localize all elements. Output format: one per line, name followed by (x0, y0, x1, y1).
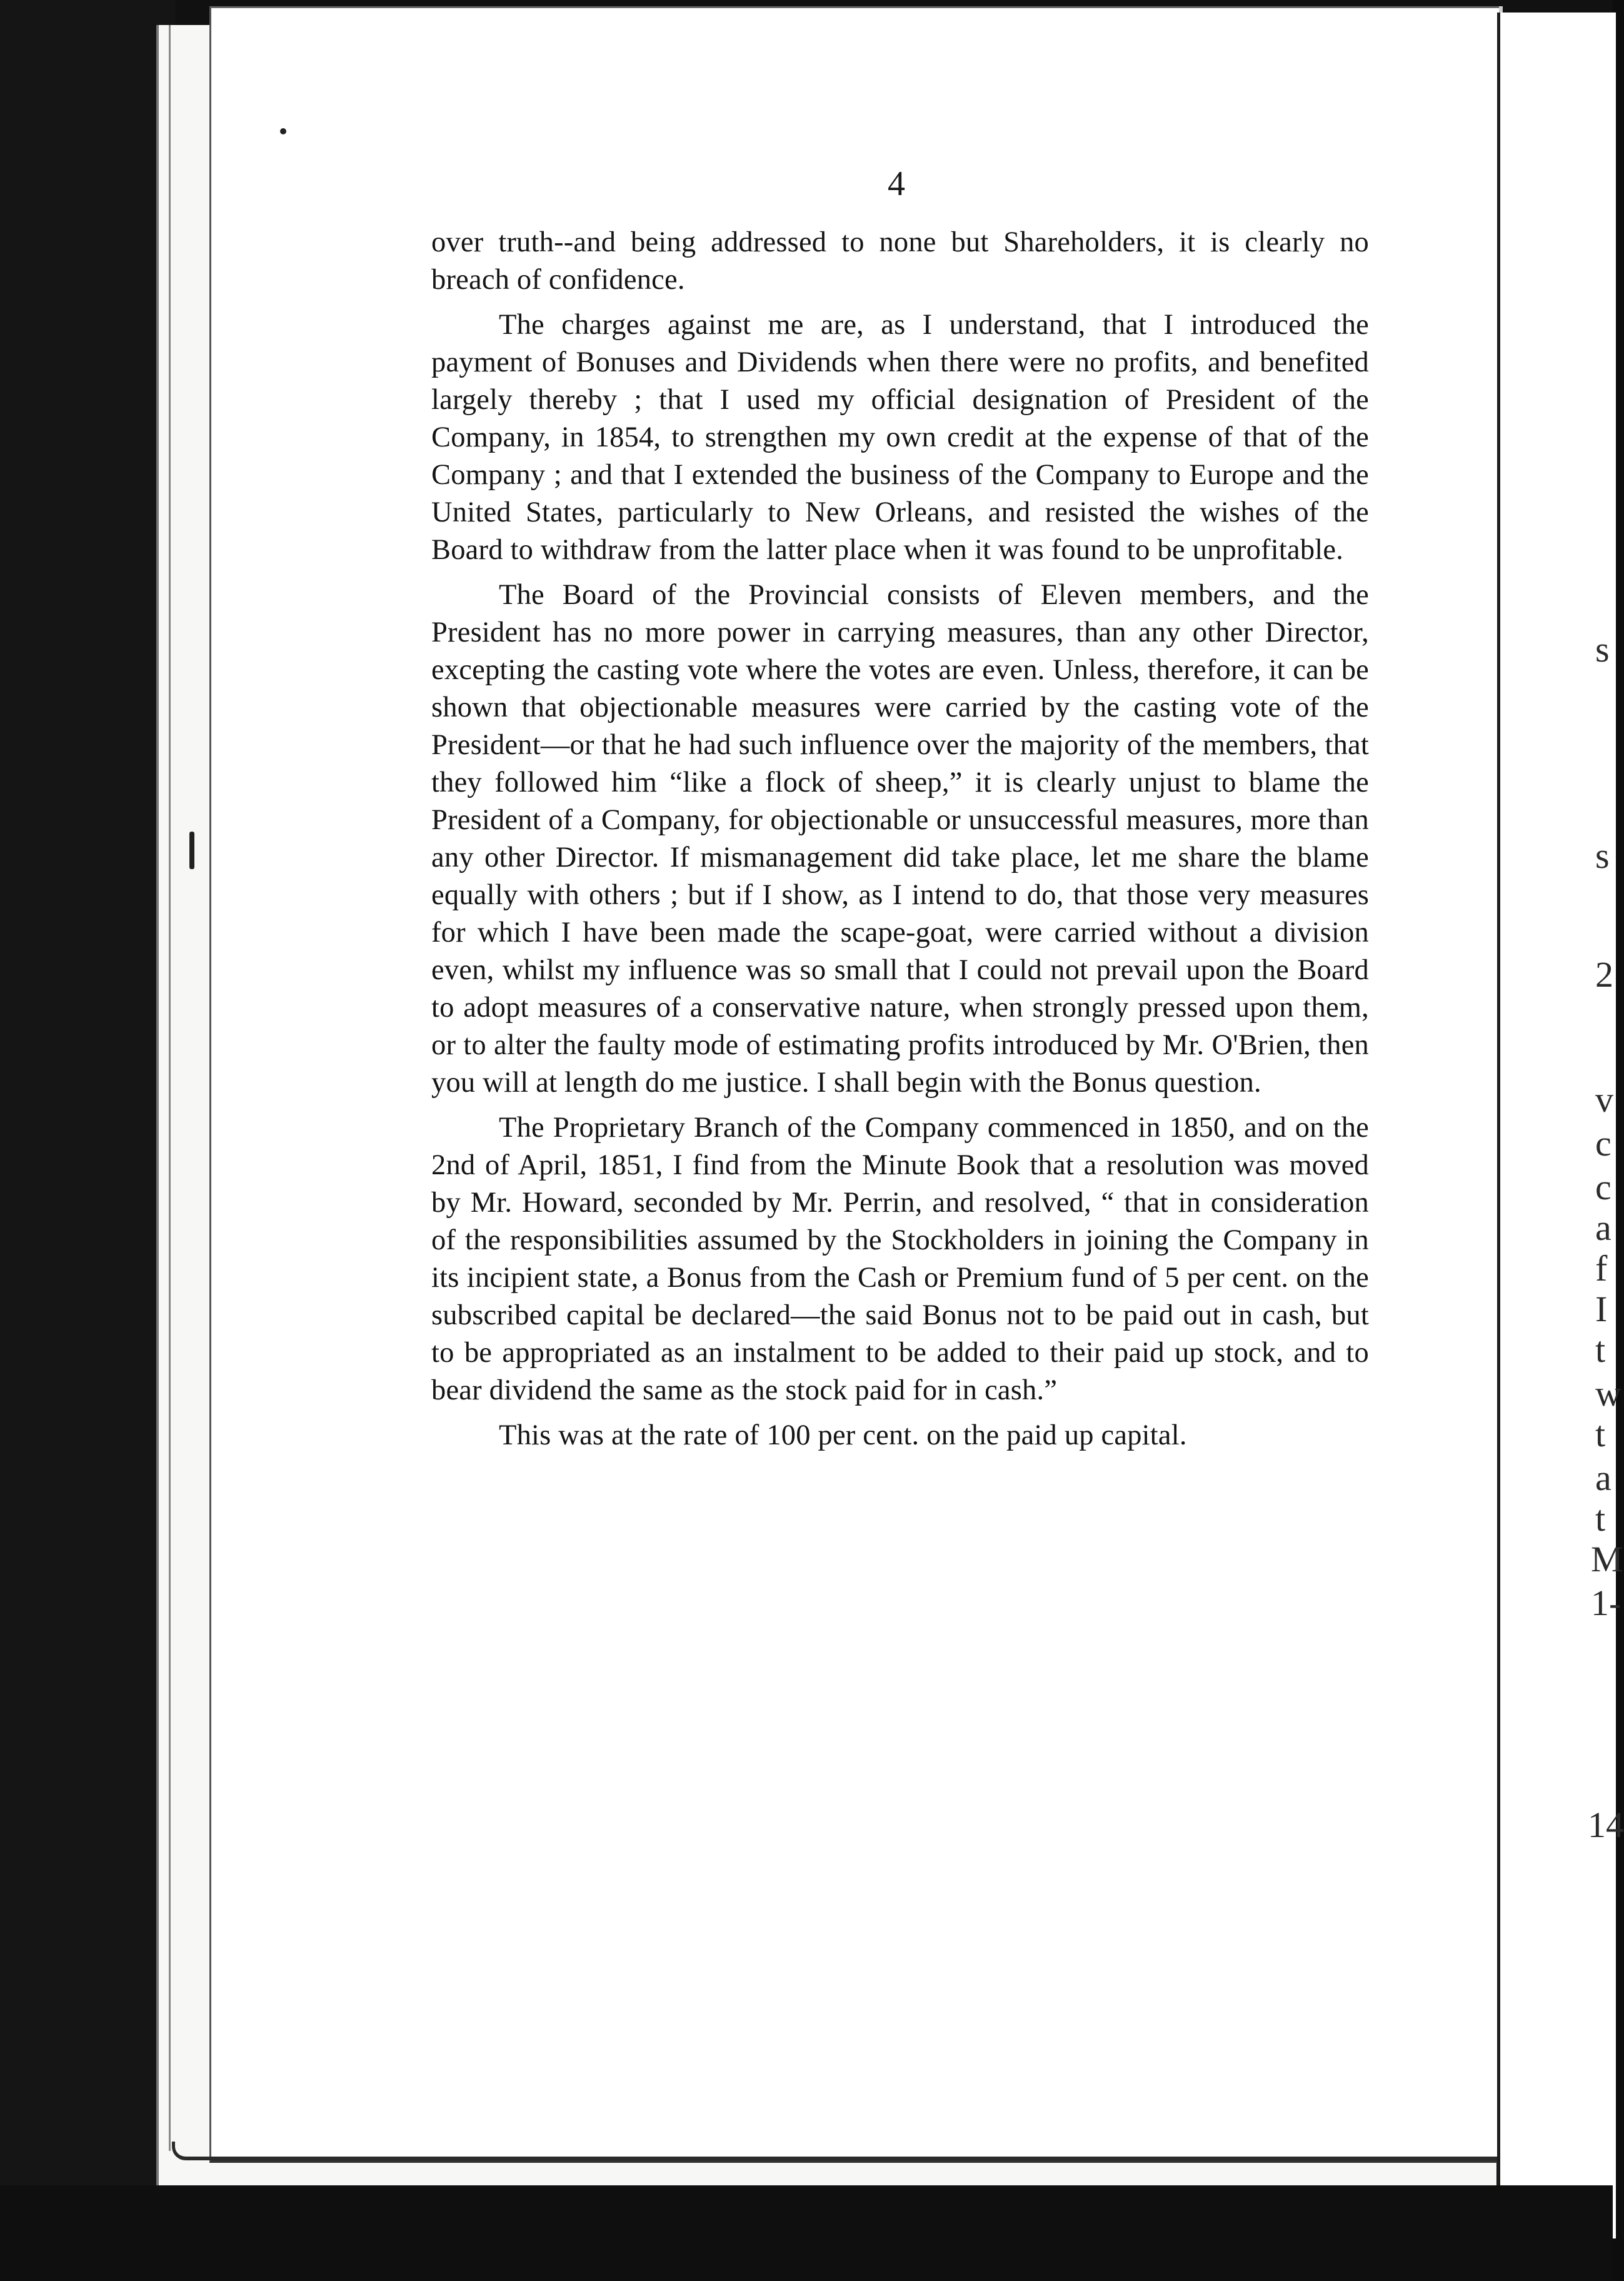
paragraph: over truth--and being addressed to none but Shareholders, it is clearly no breach of confidence. (431, 226, 1369, 296)
facing-page-mark: w (1595, 1373, 1621, 1414)
facing-page-mark: 1- (1591, 1583, 1621, 1623)
binding-mark (189, 832, 194, 869)
facing-page-mark: I (1595, 1289, 1608, 1329)
page-bottom-edge (172, 2142, 1500, 2160)
facing-page-mark: t (1595, 1498, 1606, 1539)
facing-page-mark: s (1595, 629, 1610, 670)
scan-speck (280, 128, 286, 134)
paragraph: This was at the rate of 100 per cent. on the paid up capital. (499, 1419, 1187, 1451)
facing-page-mark: a (1595, 1207, 1611, 1248)
scan-bottom-border (0, 2185, 1613, 2281)
facing-page-mark: 2 (1595, 954, 1613, 995)
paragraph: The Proprietary Branch of the Company commenced in 1850, and on the 2nd of April, 1851, I find from the Minute Book that a resolution was moved by Mr. Howard, seconded by Mr. Perrin, and resolved, “ that in consideration of the responsibilities assumed by the Stockholders in joining the Company in its incipient state, a Bonus from the Cash or Premium fund of 5 per cent. on the subscribed capital be declared—the said Bonus not to be paid out in cash, but to be appropriated as an instalment to be added to their paid up stock, and to bear dividend the same as the stock paid for in cash.” (431, 1112, 1369, 1406)
scan-left-border (0, 0, 175, 2281)
facing-page-mark: t (1595, 1414, 1606, 1454)
facing-page-mark: f (1595, 1248, 1608, 1289)
paragraph: The charges against me are, as I understand, that I introduced the payment of Bonuses and Dividends when there were no profits, and benefited largely thereby ; that I used my official designation of President of the Company, in 1854, to strengthen my own credit at the expense of that of the Company ; and that I extended the business of the Company to Europe and the United States, particularly to New Orleans, and resisted the wishes of the Board to withdraw from the latter place when it was found to be unprofitable. (431, 309, 1369, 566)
body-text (431, 224, 1369, 1462)
facing-page-mark: c (1595, 1123, 1611, 1164)
paragraph: The Board of the Provincial consists of Eleven members, and the President has no more power in carrying measures, than any other Director, excepting the casting vote where the votes are even. Unless, therefore, it can be shown that objectionable measures were carried by the casting vote of the President—or that he had such influence over the majority of the members, that they followed him “like a flock of sheep,” it is clearly unjust to blame the President of a Company, for objectionable or unsuccessful measures, more than any other Director. If mismanagement did take place, let me share the blame equally with others ; but if I show, as I intend to do, that those very measures for which I have been made the scape-goat, were carried without a division even, whilst my influence was so small that I could not prevail upon the Board to adopt measures of a conservative nature, when strongly pressed upon them, or to alter the faulty mode of estimating profits introduced by Mr. O'Brien, then you will at length do me justice. I shall begin with the Bonus question. (431, 579, 1369, 1099)
facing-page-mark: 14 (1588, 1805, 1624, 1845)
facing-page-mark: t (1595, 1329, 1606, 1370)
page-number: 4 (888, 164, 905, 203)
facing-page-mark: s (1595, 835, 1610, 876)
back-sheet-edge (169, 25, 171, 2151)
facing-page-mark: a (1595, 1458, 1611, 1498)
facing-page-mark: v (1595, 1079, 1613, 1120)
facing-page-mark: M (1591, 1539, 1623, 1579)
facing-page-mark: c (1595, 1167, 1611, 1207)
